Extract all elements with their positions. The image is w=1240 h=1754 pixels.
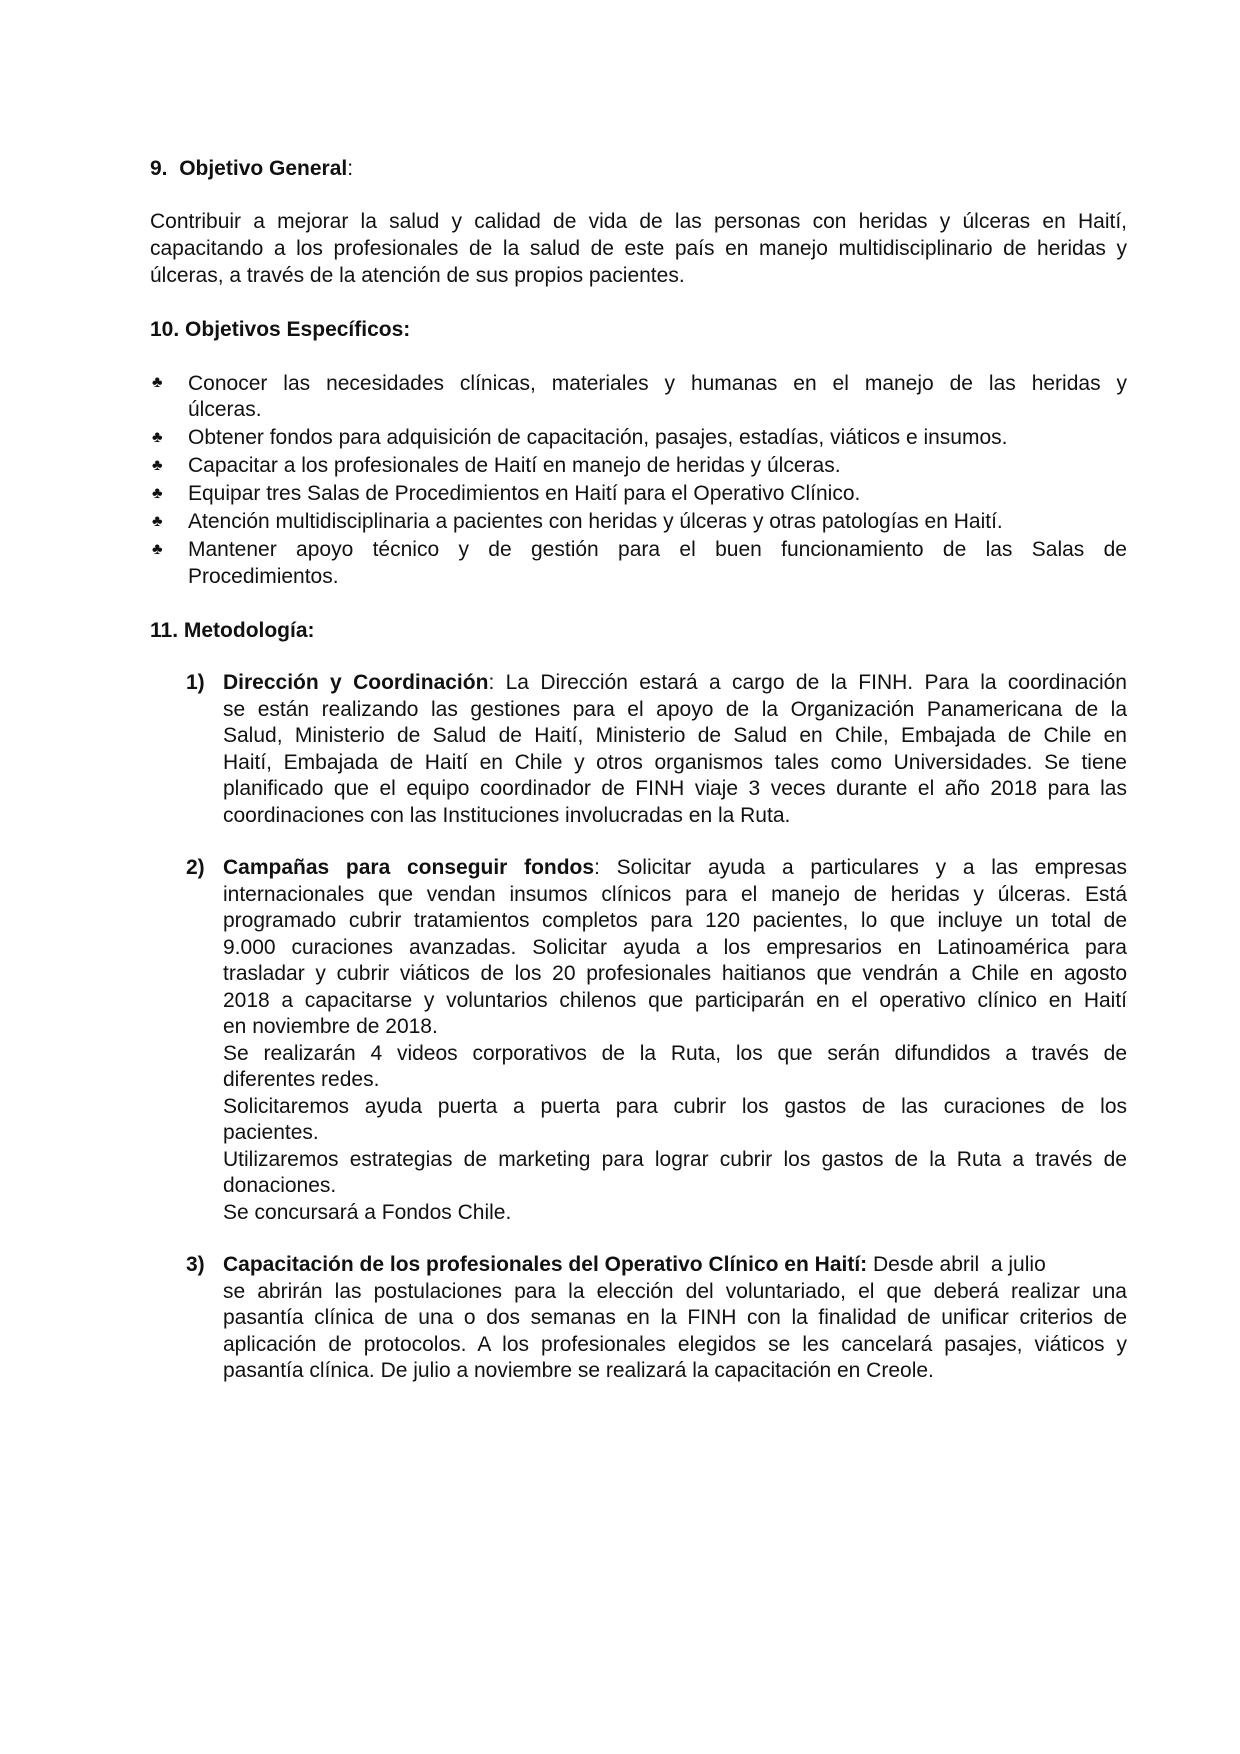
item-line: 2018 a capacitarse y voluntarios chilenos que participarán en el operativo clínico en Haití [223,989,1127,1012]
item-line: programado cubrir tratamientos completos para 120 pacientes, lo que incluye un total de [223,909,1127,932]
item-title: Capacitación de los profesionales del Operativo Clínico en Haití: [223,1253,868,1276]
list-item-line: Conocer las necesidades clínicas, materiales y humanas en el manejo de las heridas y [188,372,1127,395]
list-item-line: Atención multidisciplinaria a pacientes con heridas y úlceras y otras patologías en Haití. [188,510,1003,533]
section-title: Objetivo General [179,157,348,180]
club-bullet-icon: ♣ [152,429,163,446]
item-first-line [223,853,1127,882]
club-bullet-icon: ♣ [152,374,163,391]
item-line: internacionales que vendan insumos clínicos para el manejo de heridas y úlceras. Está [223,883,1127,906]
club-bullet-icon: ♣ [152,485,163,502]
club-bullet-icon: ♣ [152,513,163,530]
item-first-line [223,1250,1127,1279]
list-item-line: Equipar tres Salas de Procedimientos en Haití para el Operativo Clínico. [188,482,861,505]
item-line: Haití, Embajada de Haití en Chile y otros organismos tales como Universidades. Se tiene [223,751,1127,774]
section-number: 9. [150,157,168,180]
item-title: Campañas para conseguir fondos [223,856,595,879]
paragraph-line: úlceras, a través de la atención de sus propios pacientes. [150,264,685,287]
item-line: se están realizando las gestiones para el apoyo de la Organización Panamericana de la [223,698,1127,721]
list-item-line: Mantener apoyo técnico y de gestión para el buen funcionamiento de las Salas de [188,538,1127,561]
list-item-line: úlceras. [188,398,262,421]
item-line: diferentes redes. [223,1068,380,1091]
club-bullet-icon: ♣ [152,541,163,558]
list-item-line: Procedimientos. [188,565,339,588]
item-line: trasladar y cubrir viáticos de los 20 profesionales haitianos que vendrán a Chile en agosto [223,962,1127,985]
item-title: Dirección y Coordinación [223,671,489,694]
item-line: Se concursará a Fondos Chile. [223,1201,512,1224]
section-9-heading [150,154,353,183]
item-line: coordinaciones con las Instituciones involucradas en la Ruta. [223,804,791,827]
item-number: 1) [186,671,205,694]
item-text: : Solicitar ayuda a particulares y a las empresas [594,856,1127,879]
item-line: pacientes. [223,1121,319,1144]
item-line: Se realizarán 4 videos corporativos de la Ruta, los que serán difundidos a través de [223,1042,1127,1065]
item-line: donaciones. [223,1174,337,1197]
item-line: pasantía clínica de una o dos semanas en la FINH con la finalidad de unificar criterios de [223,1306,1127,1329]
paragraph-line: Contribuir a mejorar la salud y calidad de vida de las personas con heridas y úlceras en Haití, [150,210,1127,233]
section-colon: : [347,157,354,180]
item-line: 9.000 curaciones avanzadas. Solicitar ayuda a los empresarios en Latinoamérica para [223,936,1127,959]
item-number: 3) [186,1253,205,1276]
list-item-line: Capacitar a los profesionales de Haití en manejo de heridas y úlceras. [188,454,841,477]
item-line: se abrirán las postulaciones para la elección del voluntariado, el que deberá realizar una [223,1280,1127,1303]
item-line: Solicitaremos ayuda puerta a puerta para cubrir los gastos de las curaciones de los [223,1095,1127,1118]
list-item-line: Obtener fondos para adquisición de capacitación, pasajes, estadías, viáticos e insumos. [188,426,1008,449]
item-line: Utilizaremos estrategias de marketing para lograr cubrir los gastos de la Ruta a través de [223,1148,1127,1171]
item-number: 2) [186,856,205,879]
item-line: en noviembre de 2018. [223,1015,438,1038]
club-bullet-icon: ♣ [152,457,163,474]
item-line: Salud, Ministerio de Salud de Haití, Ministerio de Salud en Chile, Embajada de Chile en [223,724,1127,747]
item-text: Desde abril a julio [867,1253,1046,1276]
item-line: aplicación de protocolos. A los profesionales elegidos se les cancelará pasajes, viáticos y [223,1333,1127,1356]
section-10-heading: 10. Objetivos Específicos: [150,318,411,341]
item-text: : La Dirección estará a cargo de la FINH. Para la coordinación [488,671,1127,694]
item-first-line [223,668,1127,697]
section-11-heading: 11. Metodología: [150,619,315,642]
item-line: pasantía clínica. De julio a noviembre se realizará la capacitación en Creole. [223,1359,934,1382]
paragraph-line: capacitando a los profesionales de la salud de este país en manejo multidisciplinario de heridas y [150,237,1127,260]
item-line: planificado que el equipo coordinador de FINH viaje 3 veces durante el año 2018 para las [223,777,1127,800]
